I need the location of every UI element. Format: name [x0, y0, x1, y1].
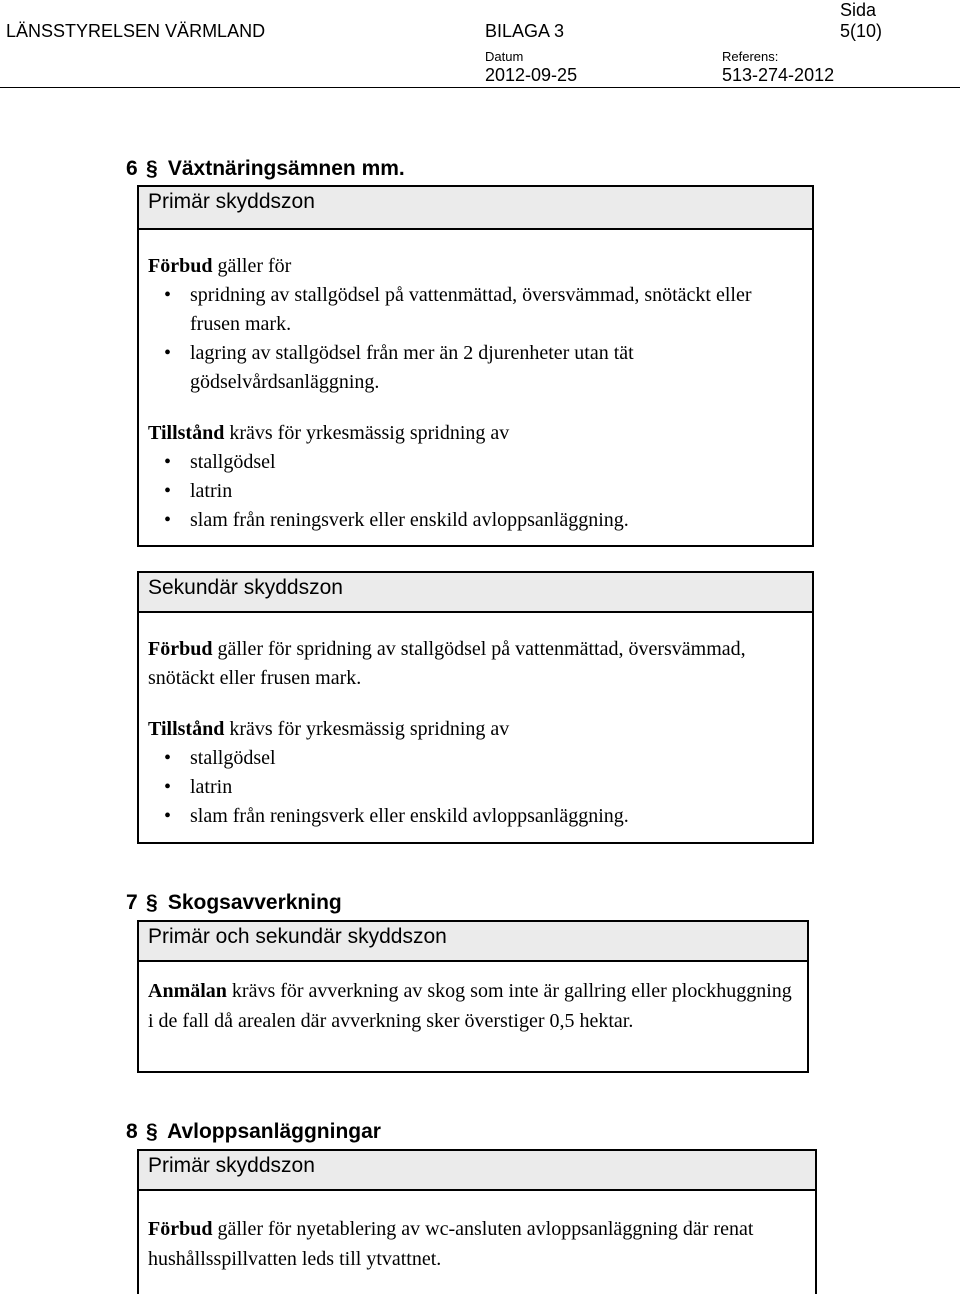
bullet-icon: • — [164, 747, 172, 769]
permit-lead: Tillstånd — [148, 422, 225, 444]
list-item — [148, 339, 803, 397]
list-item-text: stallgödsel — [190, 451, 276, 473]
notice-rest: krävs för avverkning av skog som inte är gallring eller plockhuggning i de fall då arealen där avverkning sker överstiger 0,5 hektar. — [148, 980, 792, 1032]
section-title-text: Växtnäringsämnen mm. — [167, 157, 405, 180]
section-7-title — [126, 891, 342, 915]
permit-lead: Tillstånd — [148, 718, 225, 740]
permit-rest: krävs för yrkesmässig spridning av — [224, 718, 510, 740]
bullet-icon: • — [164, 509, 172, 531]
list-item — [148, 744, 803, 773]
zone-heading: Primär och sekundär skyddszon — [139, 922, 807, 962]
notice-paragraph — [148, 976, 798, 1036]
list-item — [148, 281, 803, 339]
permit-rest: krävs för yrkesmässig spridning av — [224, 422, 510, 444]
ban-rest: gäller för nyetablering av wc-ansluten avloppsanläggning där renat hushållsspillvatten leds till ytvattnet. — [148, 1218, 754, 1270]
section-title-text: Skogsavverkning — [167, 891, 342, 914]
zone-body — [139, 1191, 815, 1274]
section-8-title — [126, 1120, 381, 1144]
zone-body — [139, 962, 807, 1036]
primary-zone-box — [137, 185, 814, 547]
list-item-text: lagring av stallgödsel från mer än 2 djurenheter utan tät gödselvårdsanläggning. — [190, 342, 634, 393]
zone-heading: Primär skyddszon — [139, 187, 812, 230]
bullet-icon: • — [164, 451, 172, 473]
secondary-zone-box — [137, 571, 814, 844]
section-title-text: Avloppsanläggningar — [167, 1120, 381, 1143]
list-item — [148, 506, 803, 535]
bullet-icon: • — [164, 805, 172, 827]
section-6-title — [126, 157, 405, 181]
appendix-label: BILAGA 3 — [485, 21, 565, 41]
permit-list — [148, 744, 803, 831]
ban-paragraph — [148, 1214, 806, 1274]
permit-paragraph — [148, 419, 803, 448]
zone-body — [139, 230, 812, 535]
list-item — [148, 477, 803, 506]
list-item-text: latrin — [190, 776, 233, 798]
sewage-zone-box — [137, 1149, 817, 1294]
list-item-text: slam från reningsverk eller enskild avloppsanläggning. — [190, 509, 629, 531]
permit-paragraph — [148, 715, 803, 744]
ban-list — [148, 281, 803, 397]
list-item-text: slam från reningsverk eller enskild avloppsanläggning. — [190, 805, 629, 827]
date-value: 2012-09-25 — [485, 65, 578, 85]
paragraph-icon: § — [146, 891, 158, 914]
bullet-icon: • — [164, 776, 172, 798]
bullet-icon: • — [164, 342, 172, 364]
date-label: Datum — [485, 49, 524, 64]
list-item-text: latrin — [190, 480, 233, 502]
org-name: LÄNSSTYRELSEN VÄRMLAND — [6, 21, 266, 41]
bullet-icon: • — [164, 480, 172, 502]
forestry-zone-box — [137, 920, 809, 1073]
section-number: 6 — [126, 157, 138, 180]
zone-body — [139, 613, 812, 831]
ban-rest: gäller för — [212, 255, 292, 277]
ban-lead: Förbud — [148, 255, 213, 277]
page-number: 5(10) — [840, 21, 883, 41]
ban-rest: gäller för spridning av stallgödsel på vattenmättad, översvämmad, snötäckt eller frusen mark. — [148, 638, 746, 689]
list-item — [148, 773, 803, 802]
reference-label: Referens: — [722, 49, 779, 64]
list-item — [148, 802, 803, 831]
page-label: Sida — [840, 0, 877, 20]
zone-heading: Primär skyddszon — [139, 1151, 815, 1191]
notice-lead: Anmälan — [148, 980, 227, 1002]
ban-lead: Förbud — [148, 1218, 213, 1240]
section-number: 7 — [126, 891, 138, 914]
list-item-text: stallgödsel — [190, 747, 276, 769]
list-item-text: spridning av stallgödsel på vattenmättad, översvämmad, snötäckt eller frusen mark. — [190, 284, 752, 335]
list-item — [148, 448, 803, 477]
ban-paragraph — [148, 635, 803, 693]
reference-value: 513-274-2012 — [722, 65, 835, 85]
ban-lead: Förbud — [148, 638, 213, 660]
bullet-icon: • — [164, 284, 172, 306]
header-divider — [0, 87, 960, 88]
section-number: 8 — [126, 1120, 138, 1143]
paragraph-icon: § — [146, 157, 158, 180]
permit-list — [148, 448, 803, 535]
paragraph-icon: § — [146, 1120, 158, 1143]
zone-heading: Sekundär skyddszon — [139, 573, 812, 613]
ban-paragraph — [148, 252, 803, 281]
